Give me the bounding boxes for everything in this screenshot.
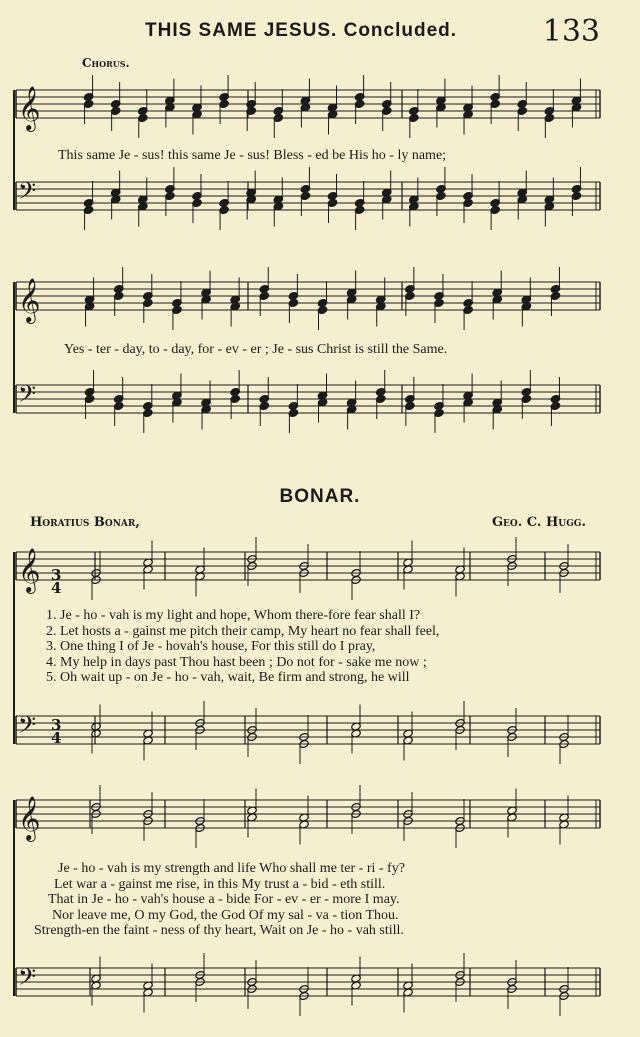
verse-line: Je - ho - vah is my strength and life Who shall me ter - ri - fy?	[58, 861, 405, 876]
page-header-title: THIS SAME JESUS. Concluded.	[145, 20, 458, 41]
time-sig-top: 3	[51, 566, 62, 584]
verse-line: Strength-en the faint - ness of thy heart, Wait on Je - ho - vah still.	[34, 923, 404, 938]
bonar-staff-3-treble-clef-icon: 𝄞	[18, 796, 41, 840]
verse-line: Nor leave me, O my God, the God Of my sal - va - tion Thou.	[52, 907, 399, 923]
bonar-staff-1-treble-clef-icon: 𝄞	[18, 548, 41, 592]
bonar-staff-4-bass-clef-icon: 𝄢	[18, 963, 37, 996]
hymn2-composer: Geo. C. Hugg.	[491, 515, 586, 530]
chorus-staff-4-bass-clef-icon: 𝄢	[18, 380, 37, 413]
hymn1-lyric-line-2: Yes - ter - day, to - day, for - ev - er ; Je - sus Christ is still the Same.	[64, 342, 448, 357]
verse-line: 1. Je - ho - vah is my light and hope, Whom there-fore fear shall I?	[46, 608, 421, 623]
chorus-staff-1-treble-clef-icon: 𝄞	[18, 86, 41, 130]
verse-line: 4. My help in days past Thou hast been ; Do not for - sake me now ;	[46, 654, 427, 670]
chorus-label: Chorus.	[82, 56, 130, 70]
chorus-staff-3-treble-clef-icon: 𝄞	[18, 278, 41, 322]
time-sig-top: 3	[51, 716, 62, 734]
verse-line: 3. One thing I of Je - hovah's house, For this still do I pray,	[46, 639, 376, 654]
bonar-staff-2-bass-clef-icon: 𝄢	[18, 711, 37, 744]
time-sig-bottom: 4	[51, 729, 62, 747]
hymn2-title: BONAR.	[279, 486, 361, 507]
verse-line: Let war a - gainst me rise, in this My trust a - bid - eth still.	[54, 876, 386, 892]
time-sig-bottom: 4	[51, 579, 62, 597]
chorus-staff-2-bass-clef-icon: 𝄢	[18, 177, 37, 210]
verse-line: That in Je - ho - vah's house a - bide For - ev - er - more I may.	[48, 892, 400, 907]
verse-line: 2. Let hosts a - gainst me pitch their camp, My heart no fear shall feel,	[46, 623, 440, 639]
page-number: 133	[542, 14, 600, 49]
hymn1-lyric-line-1: This same Je - sus! this same Je - sus! Bless - ed be His ho - ly name;	[58, 148, 447, 163]
hymn2-author: Horatius Bonar,	[30, 515, 140, 530]
verse-line: 5. Oh wait up - on Je - ho - vah, wait, Be firm and strong, he will	[46, 670, 410, 685]
